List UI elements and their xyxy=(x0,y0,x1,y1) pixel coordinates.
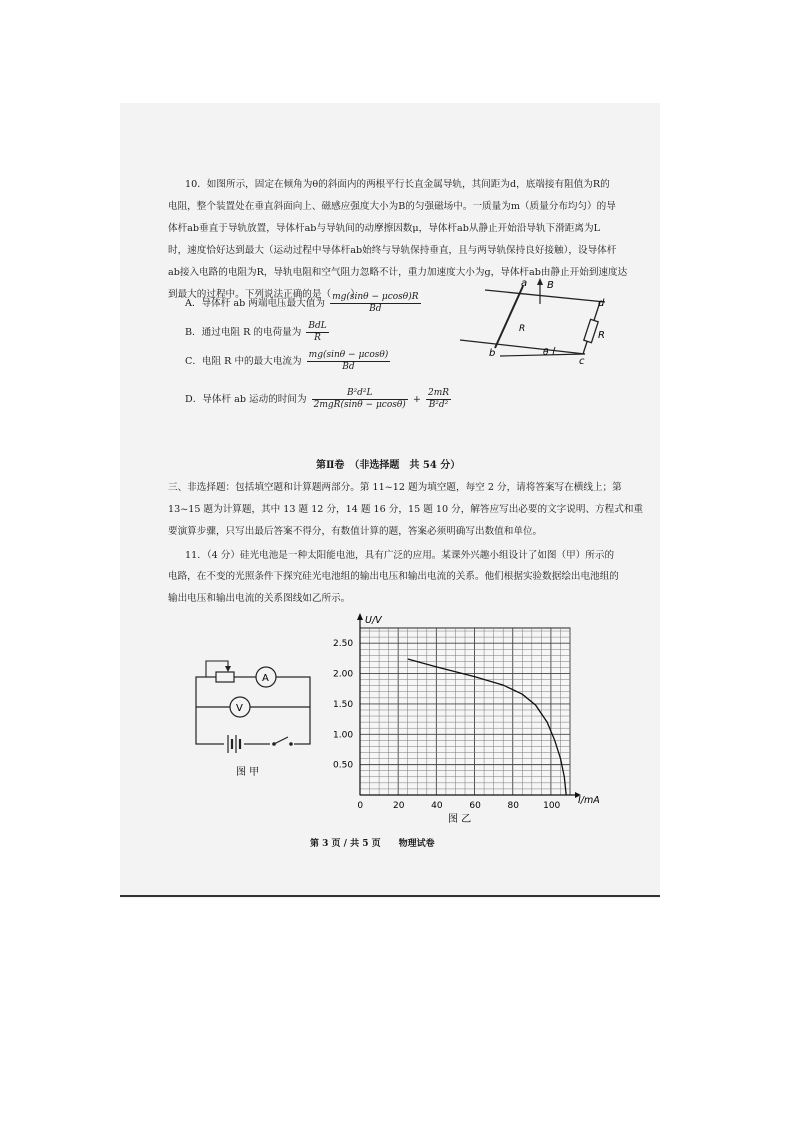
rod-ab xyxy=(495,286,526,348)
ammeter-label: A xyxy=(262,673,269,684)
q11-line-1: 11．（4 分）硅光电池是一种太阳能电池，具有广泛的应用。某课外兴趣小组设计了如图（甲）所示的 xyxy=(185,550,615,561)
q10-line-1: 10．如图所示，固定在倾角为θ的斜面内的两根平行长直金属导轨，其间距为d，底端接有阻值为R的 xyxy=(185,179,610,190)
x-tick-label: 100 xyxy=(543,801,561,811)
option-a-denominator: Bd xyxy=(369,304,382,314)
x-tick-label: 0 xyxy=(357,801,364,811)
label-r-resistor: R xyxy=(598,330,605,341)
label-theta: θ xyxy=(543,348,549,358)
label-B: B xyxy=(547,280,554,291)
option-d-denominator-2: B²d² xyxy=(428,400,449,410)
label-r-inner: R xyxy=(519,324,526,334)
option-d-numerator-1: B²d²L xyxy=(312,388,408,400)
option-a-text: A．导体杆 ab 两端电压最大值为 xyxy=(185,298,326,309)
q10-line-6: 到最大的过程中。下列说法正确的是（ ） xyxy=(168,289,360,300)
y-axis-label: U/V xyxy=(365,615,382,626)
circuit-figure xyxy=(188,655,318,780)
option-a-fraction xyxy=(330,292,420,315)
y-tick-label: 1.00 xyxy=(333,730,354,741)
page-footer: 第 3 页 / 共 5 页 物理试卷 xyxy=(310,839,435,849)
x-tick-label: 80 xyxy=(507,801,519,811)
section-instructions-3: 要演算步骤，只写出最后答案不得分，有数值计算的题，答案必须明确写出数值和单位。 xyxy=(168,526,543,537)
option-b-fraction xyxy=(306,321,328,344)
scan-edge-line xyxy=(120,895,660,897)
rheostat xyxy=(216,672,234,682)
q10-option-c xyxy=(185,350,392,373)
q10-option-b xyxy=(185,321,331,344)
x-tick-label: 60 xyxy=(469,801,481,811)
option-d-fraction-2 xyxy=(426,388,451,411)
q10-line-5: ab接入电路的电阻为R，导轨电阻和空气阻力忽略不计，重力加速度大小为g，导体杆ab由静止开始到速度达 xyxy=(168,267,628,278)
section-instructions-1: 三、非选择题：包括填空题和计算题两部分。第 11~12 题为填空题，每空 2 分，请将答案写在横线上；第 xyxy=(168,482,622,493)
option-d-numerator-2: 2mR xyxy=(427,388,450,398)
field-arrow-head xyxy=(537,278,543,285)
incline-rail-figure xyxy=(455,276,625,366)
x-tick-label: 20 xyxy=(392,801,405,811)
circuit-caption: 图 甲 xyxy=(236,767,260,778)
u-i-chart xyxy=(330,610,610,830)
label-b: b xyxy=(489,348,496,359)
label-c: c xyxy=(579,356,585,366)
q11-line-2: 电路，在不变的光照条件下探究硅光电池组的输出电压和输出电流的关系。他们根据实验数据绘出电池组的 xyxy=(168,571,619,582)
switch-contact-2 xyxy=(289,742,293,746)
option-c-text: C．电阻 R 中的最大电流为 xyxy=(185,356,302,367)
q10-option-d xyxy=(185,388,453,411)
option-b-text: B．通过电阻 R 的电荷量为 xyxy=(185,327,302,338)
label-d: d xyxy=(598,298,605,309)
chart-grid xyxy=(360,628,570,795)
q10-line-4: 时，速度恰好达到最大（运动过程中导体杆ab始终与导轨保持垂直，且与两导轨保持良好接触），设导体杆 xyxy=(168,245,617,256)
rheostat-slider-arrow xyxy=(225,666,231,672)
y-axis-arrow xyxy=(357,613,363,620)
option-d-fraction-1 xyxy=(312,388,408,411)
q10-option-a xyxy=(185,292,423,315)
option-a-numerator: mg(sinθ − μcosθ)R xyxy=(332,292,419,302)
y-tick-label: 1.50 xyxy=(333,699,354,710)
option-b-denominator: R xyxy=(314,333,321,343)
x-axis-label: I/mA xyxy=(578,795,600,806)
option-b-numerator: BdL xyxy=(308,321,327,331)
chart-caption: 图 乙 xyxy=(448,814,472,825)
y-tick-label: 0.50 xyxy=(333,760,354,771)
option-d-text: D．导体杆 ab 运动的时间为 xyxy=(185,394,307,405)
resistor-r xyxy=(584,319,598,342)
voltmeter-label: V xyxy=(236,703,243,714)
section-instructions-2: 13~15 题为计算题，其中 13 题 12 分，14 题 16 分，15 题 10 分，解答应写出必要的文字说明、方程式和重 xyxy=(168,504,644,515)
option-c-denominator: Bd xyxy=(342,362,355,372)
q10-line-2: 电阻，整个装置处在垂直斜面向上、磁感应强度大小为B的匀强磁场中。一质量为m（质量分布均匀）的导 xyxy=(168,201,616,212)
q10-line-3: 体杆ab垂直于导轨放置，导体杆ab与导轨间的动摩擦因数μ，导体杆ab从静止开始沿导轨下滑距离为L xyxy=(168,223,600,234)
y-tick-label: 2.50 xyxy=(333,639,354,650)
q11-line-3: 输出电压和输出电流的关系图线如乙所示。 xyxy=(168,593,351,604)
label-a: a xyxy=(521,278,528,289)
x-tick-label: 40 xyxy=(431,801,443,811)
top-rail xyxy=(485,290,605,302)
option-c-fraction xyxy=(307,350,391,373)
y-tick-label: 2.00 xyxy=(333,669,354,680)
bottom-rail xyxy=(460,340,585,354)
option-d-denominator-1: 2mgR(sinθ − μcosθ) xyxy=(313,400,406,410)
circuit-outline xyxy=(196,677,310,744)
option-c-numerator: mg(sinθ − μcosθ) xyxy=(308,350,389,360)
section-2-title: 第Ⅱ卷 （非选择题 共 54 分） xyxy=(316,460,461,471)
option-d-plus: + xyxy=(412,394,421,405)
